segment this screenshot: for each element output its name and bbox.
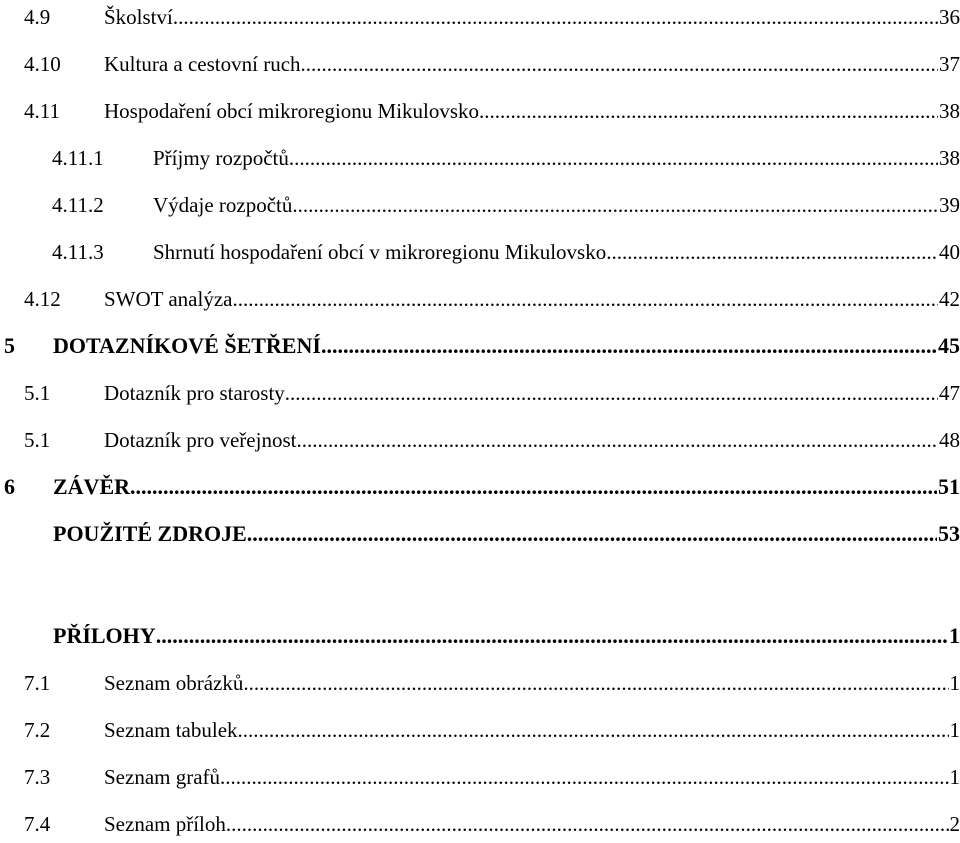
toc-dot-leader bbox=[238, 713, 949, 747]
toc-entry-number: 4.11.1 bbox=[52, 146, 104, 170]
toc-entry-number: 4.11.3 bbox=[52, 240, 104, 264]
toc-entry-number: 5.1 bbox=[24, 428, 51, 452]
toc-entry-page: 38 bbox=[939, 99, 960, 123]
toc-entry-page: 39 bbox=[939, 193, 960, 217]
toc-chapter-entry[interactable] bbox=[0, 619, 960, 653]
toc-dot-leader bbox=[220, 760, 948, 794]
toc-entry-title: Výdaje rozpočtů bbox=[153, 193, 293, 217]
toc-entry-title: Dotazník pro starosty bbox=[104, 381, 285, 405]
toc-entry-page: 45 bbox=[938, 333, 960, 358]
toc-entry[interactable] bbox=[0, 807, 960, 841]
toc-dot-leader bbox=[285, 376, 938, 410]
toc-entry-page: 53 bbox=[938, 521, 960, 546]
toc-entry[interactable] bbox=[0, 94, 960, 128]
toc-entry-title: Příjmy rozpočtů bbox=[153, 146, 289, 170]
toc-entry[interactable] bbox=[0, 141, 960, 175]
toc-dot-leader bbox=[156, 619, 948, 653]
toc-entry-title: Kultura a cestovní ruch bbox=[104, 52, 301, 76]
toc-entry-title: Seznam příloh bbox=[104, 812, 226, 836]
toc-dot-leader bbox=[173, 0, 938, 34]
toc-dot-leader bbox=[292, 188, 938, 222]
toc-dot-leader bbox=[232, 282, 938, 316]
toc-entry-number: 7.3 bbox=[24, 765, 51, 789]
toc-entry-number: 4.10 bbox=[24, 52, 61, 76]
toc-entry-title: Školství bbox=[104, 5, 173, 29]
toc-entry-number: 6 bbox=[4, 474, 15, 499]
toc-dot-leader bbox=[606, 235, 938, 269]
toc-entry-title: Hospodaření obcí mikroregionu Mikulovsko bbox=[104, 99, 480, 123]
toc-entry[interactable] bbox=[0, 376, 960, 410]
toc-entry-page: 37 bbox=[939, 52, 960, 76]
toc-entry-number: 5 bbox=[4, 333, 15, 358]
toc-entry[interactable] bbox=[0, 760, 960, 794]
toc-dot-leader bbox=[301, 47, 938, 81]
toc-entry-title: SWOT analýza bbox=[104, 287, 233, 311]
toc-entry[interactable] bbox=[0, 282, 960, 316]
toc-entry[interactable] bbox=[0, 423, 960, 457]
toc-entry-page: 1 bbox=[949, 765, 960, 789]
toc-entry-number: 4.9 bbox=[24, 5, 51, 29]
toc-entry-title: POUŽITÉ ZDROJE bbox=[53, 521, 247, 546]
toc-entry-page: 38 bbox=[939, 146, 960, 170]
toc-chapter-entry[interactable] bbox=[0, 517, 960, 551]
toc-entry[interactable] bbox=[0, 666, 960, 700]
toc-entry-page: 48 bbox=[939, 428, 960, 452]
toc-entry-title: Seznam grafů bbox=[104, 765, 221, 789]
toc-entry-page: 1 bbox=[949, 623, 960, 648]
toc-entry-number: 4.11 bbox=[24, 99, 60, 123]
toc-entry-page: 51 bbox=[938, 474, 960, 499]
toc-entry[interactable] bbox=[0, 188, 960, 222]
toc-entry-number: 5.1 bbox=[24, 381, 51, 405]
toc-entry-title: ZÁVĚR bbox=[53, 474, 131, 499]
toc-entry[interactable] bbox=[0, 47, 960, 81]
toc-dot-leader bbox=[226, 807, 949, 841]
toc-entry-number: 4.11.2 bbox=[52, 193, 104, 217]
toc-entry-page: 36 bbox=[939, 5, 960, 29]
toc-entry[interactable] bbox=[0, 0, 960, 34]
toc-chapter-entry[interactable] bbox=[0, 470, 960, 504]
toc-entry-title: Shrnutí hospodaření obcí v mikroregionu Mikulovsko bbox=[153, 240, 607, 264]
toc-entry[interactable] bbox=[0, 713, 960, 747]
toc-dot-leader bbox=[130, 470, 937, 504]
toc-dot-leader bbox=[247, 517, 937, 551]
toc-entry-page: 47 bbox=[939, 381, 960, 405]
toc-entry-number: 7.1 bbox=[24, 671, 51, 695]
toc-entry-number: 7.2 bbox=[24, 718, 51, 742]
toc-entry-title: Seznam tabulek bbox=[104, 718, 238, 742]
toc-dot-leader bbox=[289, 141, 938, 175]
toc-entry-title: Dotazník pro veřejnost bbox=[104, 428, 297, 452]
toc-entry-number: 7.4 bbox=[24, 812, 51, 836]
toc-entry-page: 40 bbox=[939, 240, 960, 264]
toc-entry[interactable] bbox=[0, 235, 960, 269]
toc-entry-page: 1 bbox=[949, 671, 960, 695]
toc-entry-number: 4.12 bbox=[24, 287, 61, 311]
toc-entry-page: 1 bbox=[949, 718, 960, 742]
toc-dot-leader bbox=[321, 329, 937, 363]
toc-chapter-entry[interactable] bbox=[0, 329, 960, 363]
toc-entry-title: DOTAZNÍKOVÉ ŠETŘENÍ bbox=[53, 333, 321, 358]
toc-dot-leader bbox=[243, 666, 948, 700]
toc-dot-leader bbox=[479, 94, 938, 128]
toc-entry-page: 42 bbox=[939, 287, 960, 311]
toc-entry-title: PŘÍLOHY bbox=[53, 623, 156, 648]
toc-dot-leader bbox=[296, 423, 938, 457]
toc-entry-page: 2 bbox=[949, 812, 960, 836]
toc-entry-title: Seznam obrázků bbox=[104, 671, 244, 695]
